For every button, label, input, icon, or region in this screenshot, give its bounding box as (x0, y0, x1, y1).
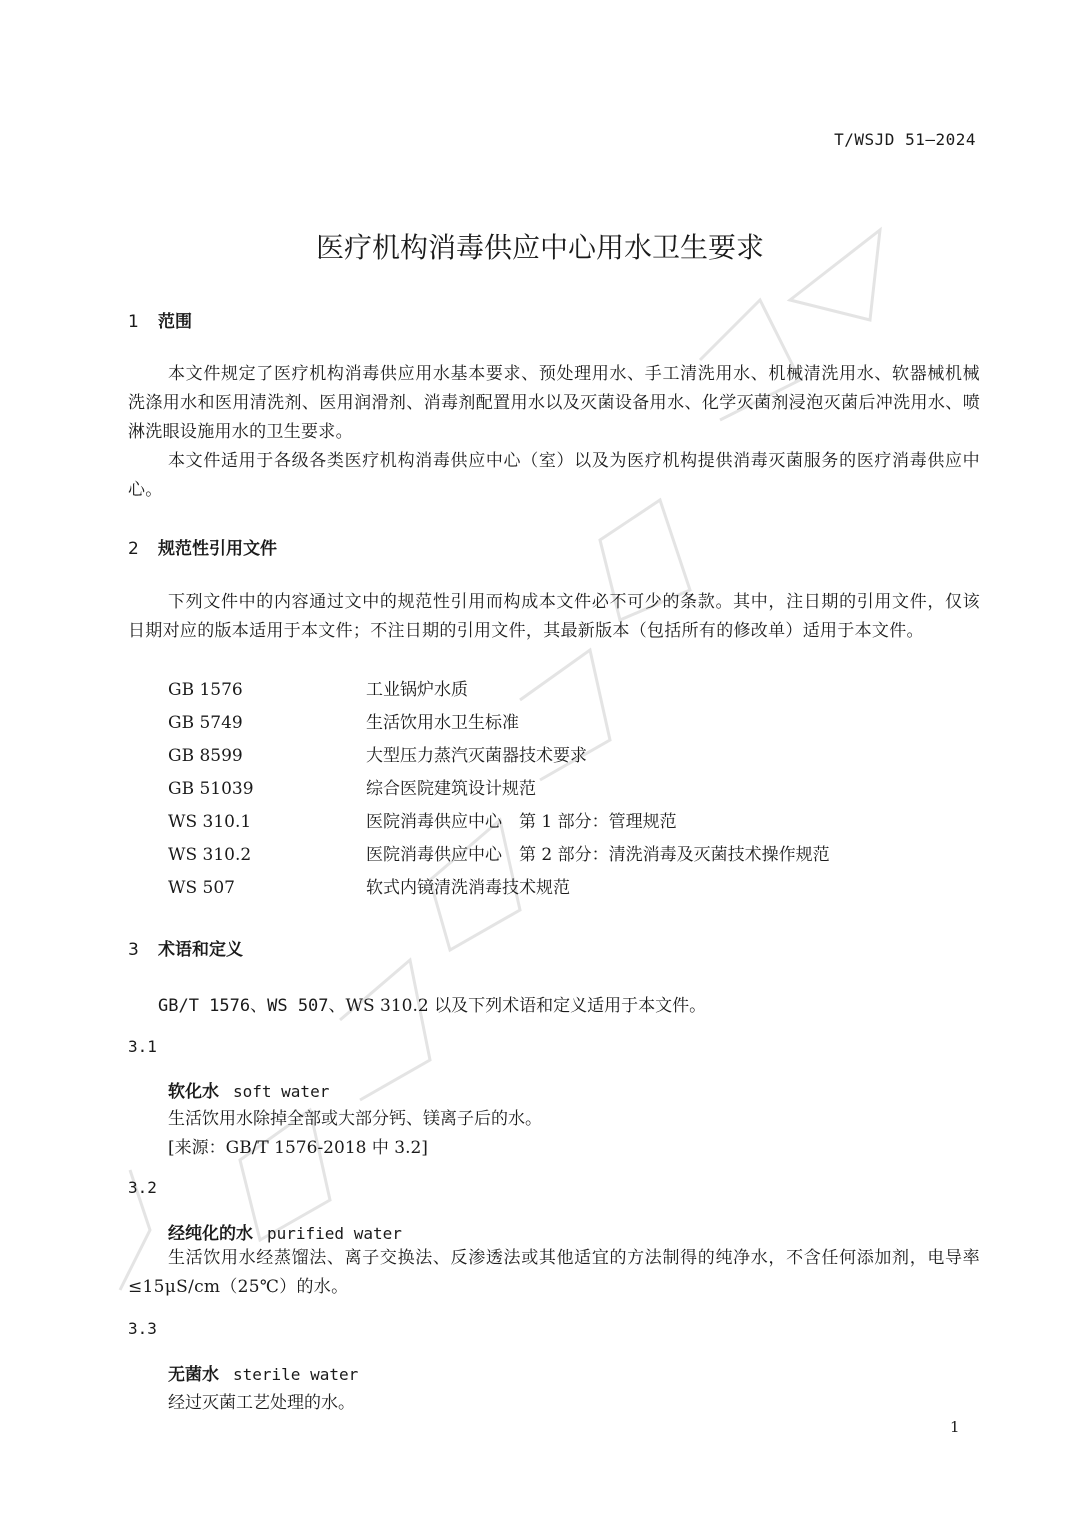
reference-row (168, 675, 468, 700)
clause-number: 3.3 (128, 1319, 157, 1338)
reference-code: GB 1576 (168, 680, 243, 700)
clause-number: 3.2 (128, 1178, 157, 1197)
reference-code: WS 507 (168, 878, 235, 898)
reference-title: 综合医院建筑设计规范 (366, 779, 536, 799)
reference-row (168, 741, 587, 766)
reference-title: 软式内镜清洗消毒技术规范 (366, 878, 570, 898)
section-number: 3 (128, 940, 139, 960)
paragraph: 下列文件中的内容通过文中的规范性引用而构成本文件必不可少的条款。其中，注日期的引用文件，仅该日期对应的版本适用于本文件；不注日期的引用文件，其最新版本（包括所有的修改单）适用于本文件。 (128, 592, 980, 641)
reference-row (168, 774, 536, 799)
section-2-heading (128, 534, 277, 559)
page-number: 1 (950, 1418, 960, 1436)
paragraph: 本文件规定了医疗机构消毒供应用水基本要求、预处理用水、手工清洗用水、机械清洗用水、软器械机械洗涤用水和医用清洗剂、医用润滑剂、消毒剂配置用水以及灭菌设备用水、化学灭菌剂浸泡灭菌后冲洗用水、喷淋洗眼设施用水的卫生要求。 (128, 364, 980, 442)
reference-row (168, 873, 570, 898)
reference-row (168, 708, 519, 733)
section-title: 范围 (158, 312, 192, 332)
reference-title: 医院消毒供应中心 第 2 部分：清洗消毒及灭菌技术操作规范 (366, 845, 830, 865)
reference-title: 工业锅炉水质 (366, 680, 468, 700)
reference-row (168, 807, 677, 832)
terms-intro (158, 991, 706, 1016)
reference-code: GB 51039 (168, 779, 254, 799)
reference-code: GB 5749 (168, 713, 243, 733)
reference-code: WS 310.1 (168, 812, 252, 832)
section-title: 术语和定义 (158, 940, 243, 960)
section-1-heading (128, 307, 192, 332)
term-heading (168, 1077, 329, 1102)
reference-code: WS 310.2 (168, 845, 252, 865)
term-chinese: 经纯化的水 (168, 1224, 253, 1244)
term-definition: 经过灭菌工艺处理的水。 (168, 1393, 355, 1413)
reference-row (168, 840, 830, 865)
reference-title: 生活饮用水卫生标准 (366, 713, 519, 733)
section-number: 1 (128, 312, 139, 332)
term-definition: 生活饮用水除掉全部或大部分钙、镁离子后的水。 (168, 1109, 542, 1129)
reference-title: 大型压力蒸汽灭菌器技术要求 (366, 746, 587, 766)
section-3-heading (128, 935, 243, 960)
reference-code: GB 8599 (168, 746, 243, 766)
term-heading (168, 1219, 402, 1244)
document-title: 医疗机构消毒供应中心用水卫生要求 (315, 231, 764, 264)
terms-intro-refs: GB/T 1576、WS 507、 (158, 996, 346, 1016)
term-definition: 生活饮用水经蒸馏法、离子交换法、反渗透法或其他适宜的方法制得的纯净水，不含任何添加剂，电导率≤15μS/cm（25℃）的水。 (128, 1248, 980, 1297)
terms-intro-text: WS 310.2 以及下列术语和定义适用于本文件。 (345, 996, 707, 1016)
section-number: 2 (128, 539, 139, 559)
term-chinese: 软化水 (168, 1082, 219, 1102)
clause-number: 3.1 (128, 1037, 157, 1056)
paragraph: 本文件适用于各级各类医疗机构消毒供应中心（室）以及为医疗机构提供消毒灭菌服务的医疗消毒供应中心。 (128, 451, 980, 500)
term-source: [来源：GB/T 1576-2018 中 3.2] (168, 1138, 428, 1158)
term-english: purified water (267, 1224, 402, 1243)
term-heading (168, 1360, 358, 1385)
term-english: sterile water (233, 1365, 359, 1384)
document-code: T/WSJD 51—2024 (834, 130, 976, 149)
term-english: soft water (233, 1082, 330, 1101)
term-chinese: 无菌水 (168, 1365, 219, 1385)
reference-title: 医院消毒供应中心 第 1 部分：管理规范 (366, 812, 677, 832)
section-title: 规范性引用文件 (158, 539, 277, 559)
